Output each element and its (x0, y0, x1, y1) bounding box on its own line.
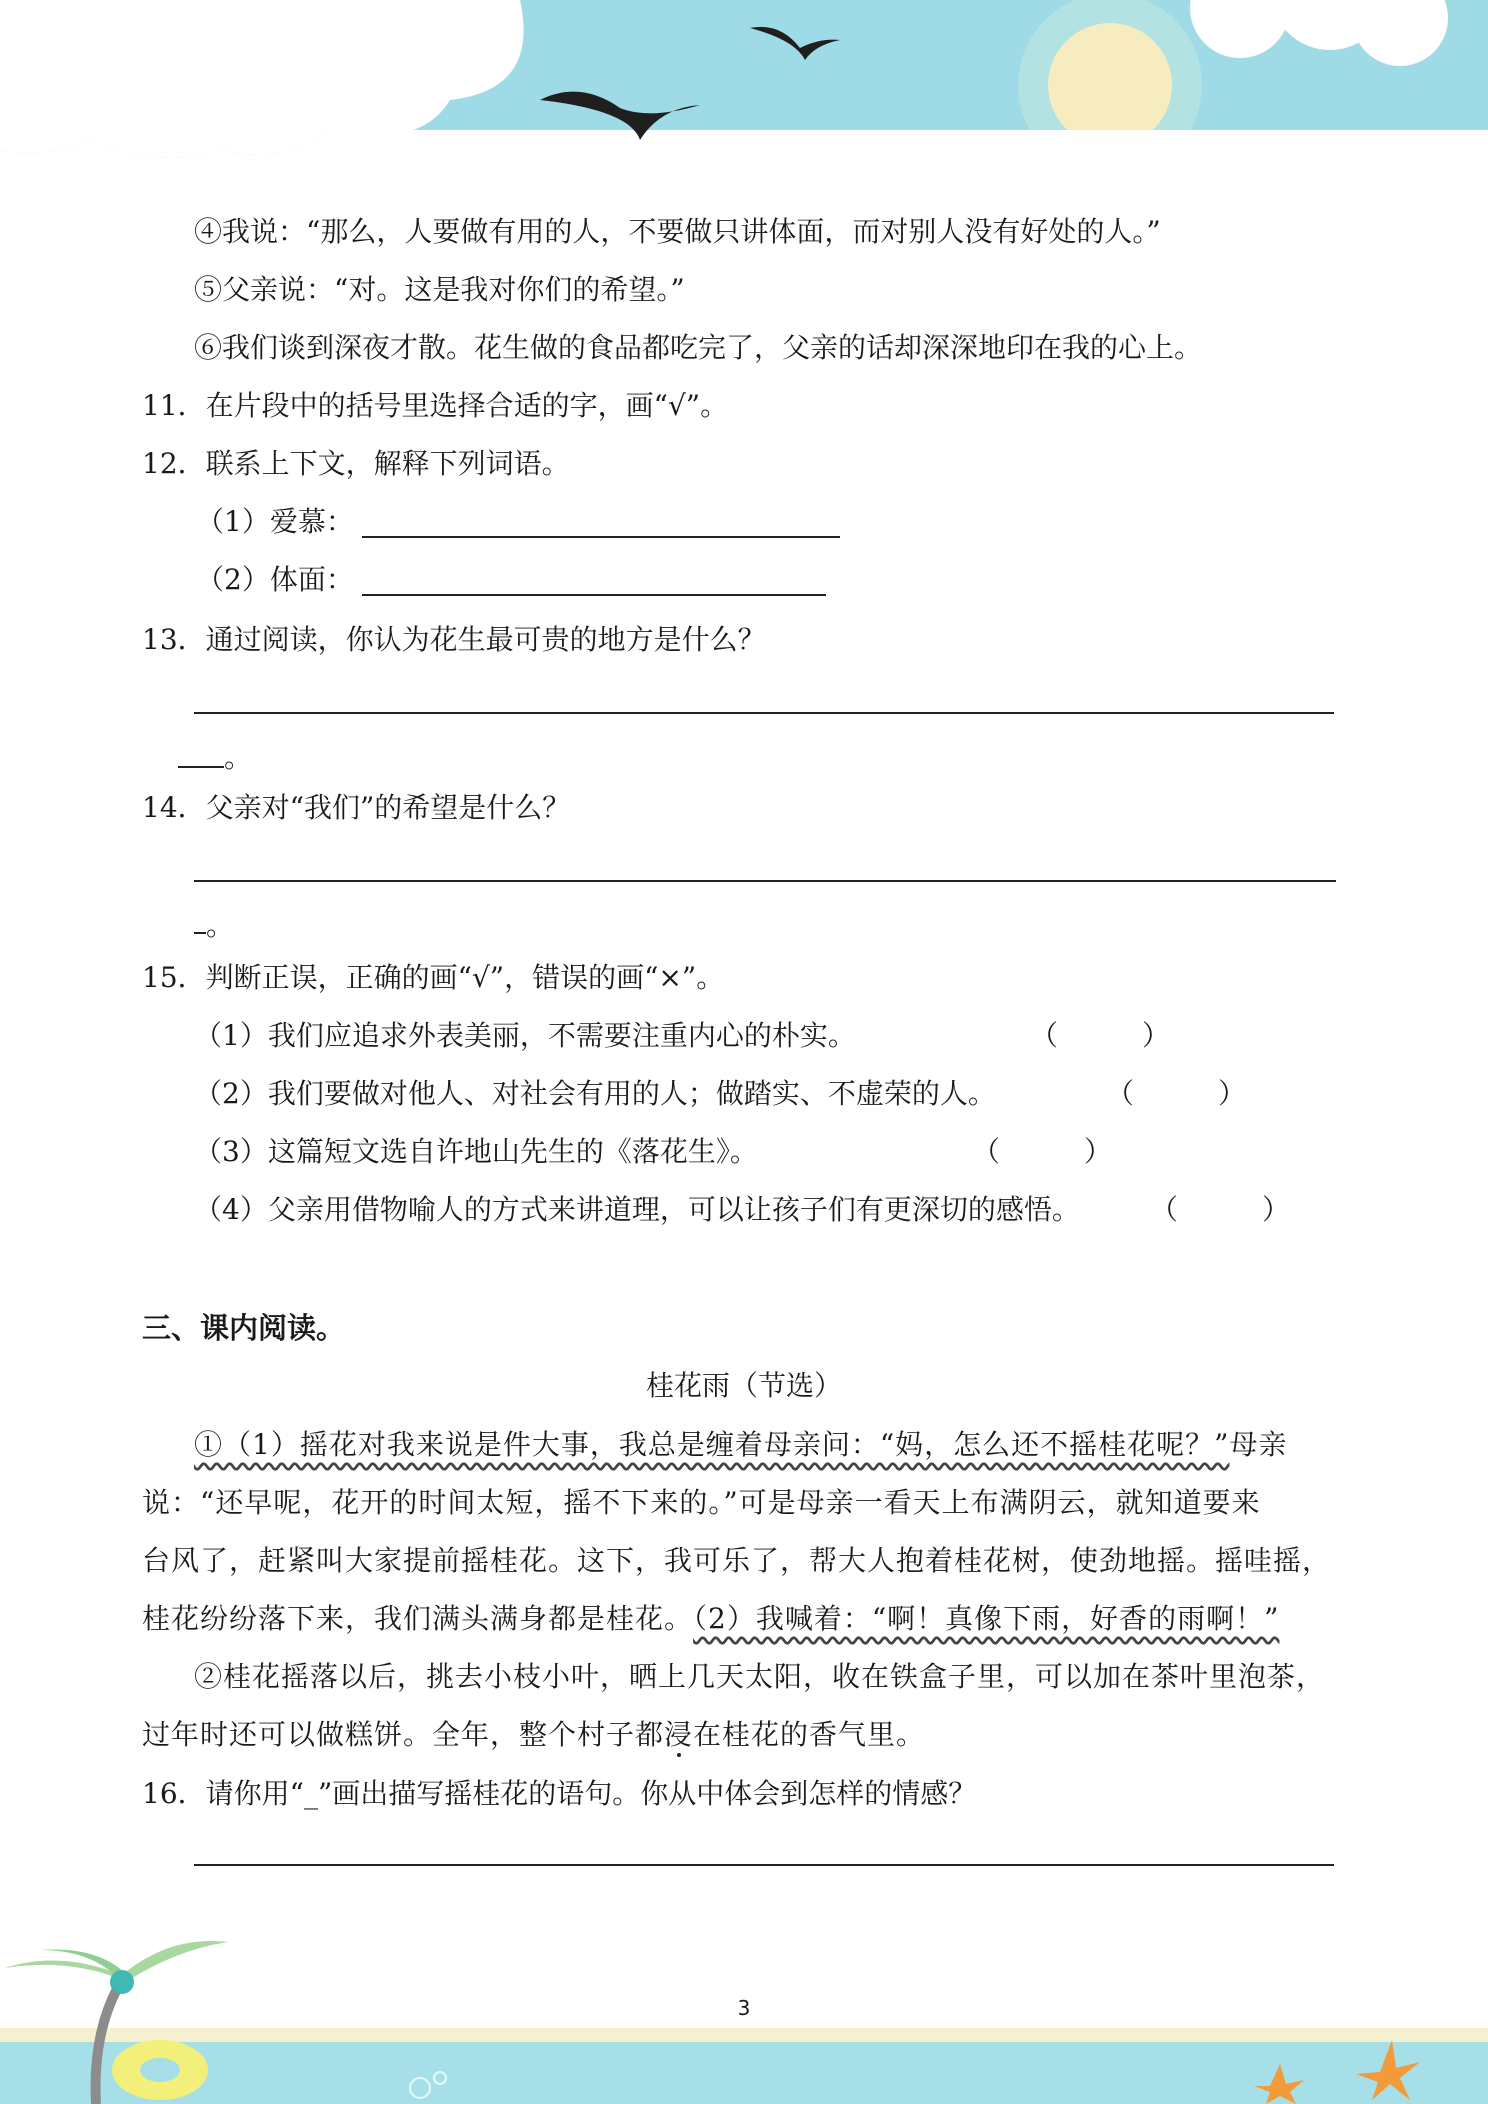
judge-paren-1[interactable]: （ ） (1030, 1019, 1171, 1052)
section-heading: 三、课内阅读。 (142, 1311, 346, 1345)
answer-blank-13[interactable] (194, 712, 1334, 714)
sun-icon (1048, 23, 1172, 147)
passage-title: 桂花雨（节选） (645, 1369, 842, 1402)
answer-blank-14[interactable] (194, 880, 1336, 882)
text-span: 桂花纷纷落下来，我们满头满身都是桂花。 (142, 1602, 694, 1635)
passage-line: ⑤父亲说：“对。这是我对你们的希望。” (194, 273, 685, 306)
dotted-character: 浸 (664, 1718, 694, 1751)
answer-blank-14-end[interactable] (194, 932, 206, 934)
header-banner (0, 0, 1488, 168)
answer-blank-12-1[interactable] (362, 536, 840, 538)
judge-paren-2[interactable]: （ ） (1106, 1077, 1247, 1110)
palm-leaf-icon (122, 1941, 228, 1982)
coconut-icon (110, 1970, 134, 1994)
question-13: 13．通过阅读，你认为花生最可贵的地方是什么？ (142, 623, 766, 656)
passage-line: ⑥我们谈到深夜才散。花生做的食品都吃完了，父亲的话却深深地印在我的心上。 (194, 331, 1203, 364)
paragraph-1-line-4 (142, 1590, 1279, 1648)
question-12-item-1: （1）爱慕： (196, 505, 354, 538)
judge-item-4: （4）父亲用借物喻人的方式来讲道理，可以让孩子们有更深切的感悟。 (194, 1193, 1080, 1226)
question-11: 11．在片段中的括号里选择合适的字，画“√”。 (142, 389, 729, 422)
question-12: 12．联系上下文，解释下列词语。 (142, 447, 570, 480)
judge-paren-3[interactable]: （ ） (972, 1135, 1113, 1168)
answer-blank-12-2[interactable] (362, 594, 826, 596)
judge-item-2: （2）我们要做对他人、对社会有用的人；做踏实、不虚荣的人。 (194, 1077, 996, 1110)
judge-item-3: （3）这篇短文选自许地山先生的《落花生》。 (194, 1135, 758, 1168)
paragraph-2-line-2 (142, 1706, 925, 1764)
paragraph-2-line-1: ②桂花摇落以后，挑去小枝小叶，晒上几天太阳，收在铁盒子里，可以加在茶叶里泡茶， (194, 1660, 1326, 1693)
question-14-end: 。 (206, 909, 235, 942)
text-span: 过年时还可以做糕饼。全年，整个村子都 (142, 1718, 665, 1751)
judge-paren-4[interactable]: （ ） (1150, 1193, 1291, 1226)
question-13-end: 。 (224, 741, 253, 774)
question-15: 15．判断正误，正确的画“√”，错误的画“×”。 (142, 961, 725, 994)
paragraph-1-line-2: 说：“还早呢，花开的时间太短，摇不下来的。”可是母亲一看天上布满阴云，就知道要来 (142, 1486, 1261, 1519)
passage-line: ④我说：“那么，人要做有用的人，不要做只讲体面，而对别人没有好处的人。” (194, 215, 1161, 248)
wavy-underlined-sentence-1: ①（1）摇花对我来说是件大事，我总是缠着母亲问：“妈，怎么还不摇桂花呢？” (194, 1428, 1230, 1461)
page-number: 3 (737, 1996, 751, 2020)
question-12-item-2: （2）体面： (196, 563, 354, 596)
wavy-underlined-sentence-2: （2）我喊着：“啊！真像下雨，好香的雨啊！” (693, 1602, 1280, 1635)
question-16: 16．请你用“_”画出描写摇桂花的语句。你从中体会到怎样的情感？ (142, 1777, 977, 1810)
answer-blank-13-end[interactable] (178, 766, 224, 768)
text-span: 母亲 (1229, 1428, 1288, 1461)
paragraph-1-line-1 (194, 1416, 1287, 1474)
answer-blank-16[interactable] (194, 1864, 1334, 1866)
question-14: 14．父亲对“我们”的希望是什么？ (142, 791, 571, 824)
judge-item-1: （1）我们应追求外表美丽，不需要注重内心的朴实。 (194, 1019, 856, 1052)
paragraph-1-line-3: 台风了，赶紧叫大家提前摇桂花。这下，我可乐了，帮大人抱着桂花树，使劲地摇。摇哇摇， (142, 1544, 1332, 1577)
text-span: 在桂花的香气里。 (693, 1718, 926, 1751)
